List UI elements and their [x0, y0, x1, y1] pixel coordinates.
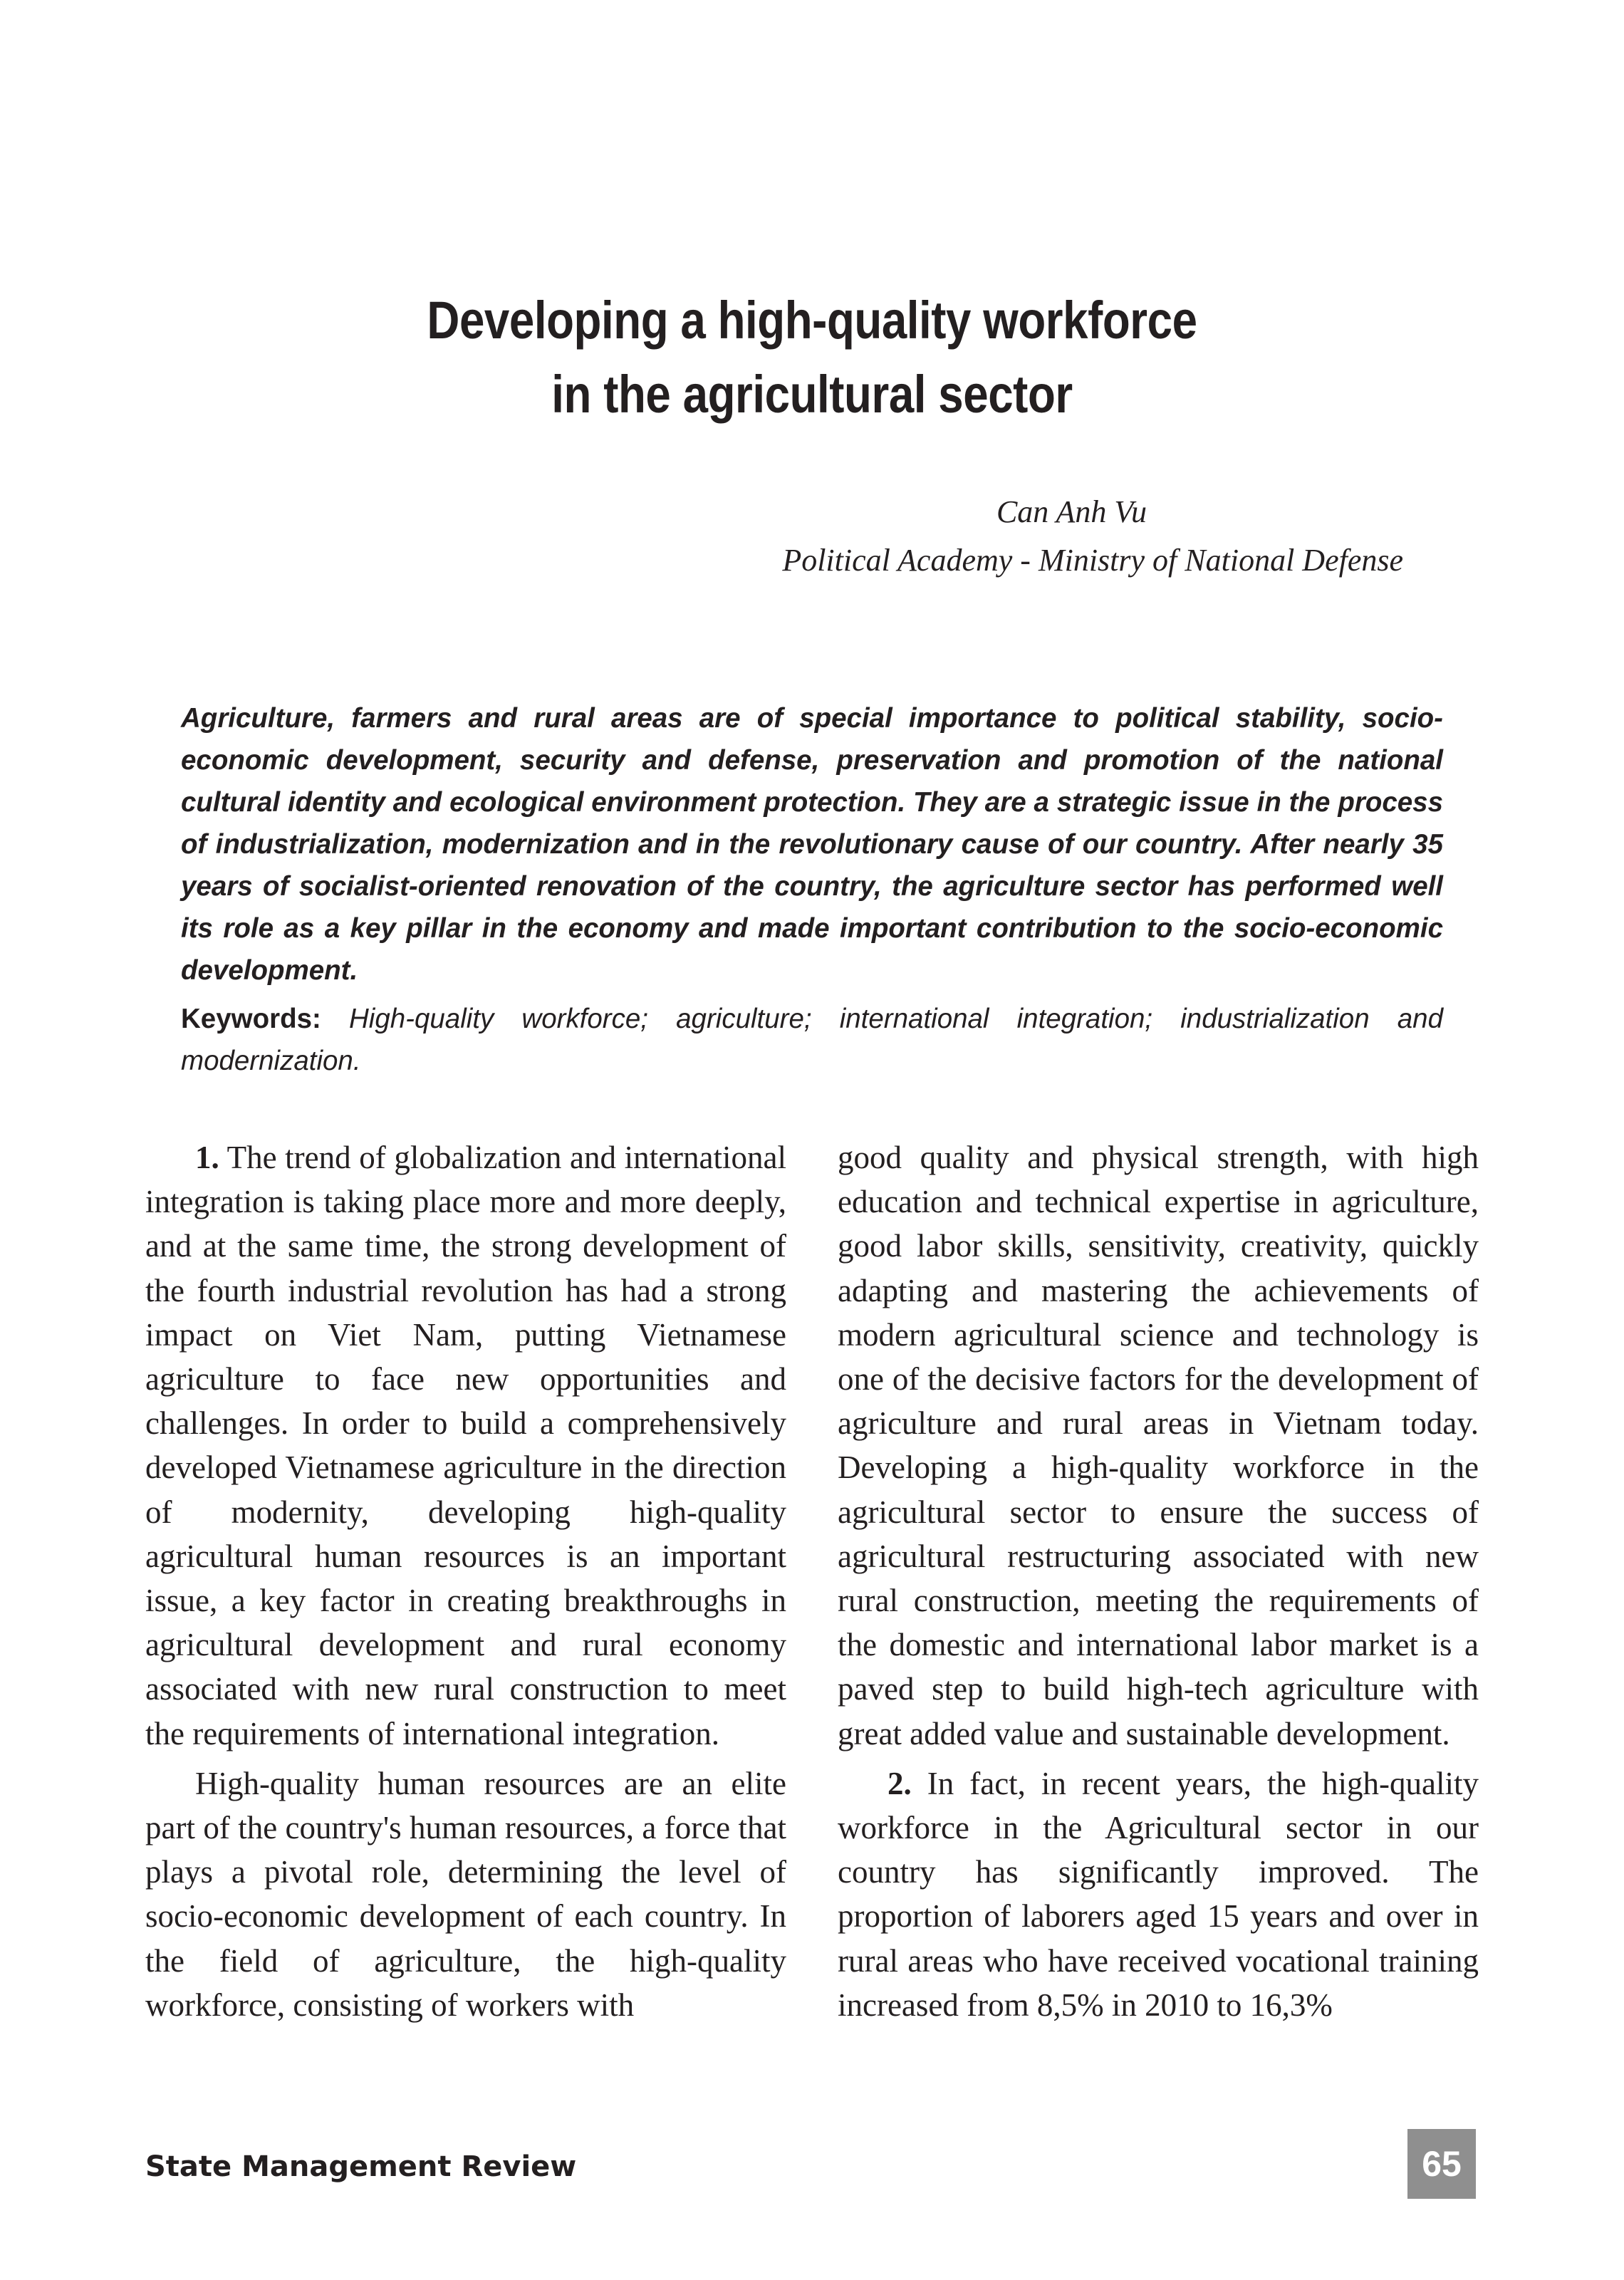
- page-number-badge: 65: [1407, 2129, 1476, 2199]
- keywords-text: High-quality workforce; agriculture; international integration; industrialization and modernization.: [181, 1004, 1443, 1076]
- title-line-1: Developing a high-quality workforce: [427, 291, 1197, 350]
- title-line-2: in the agricultural sector: [551, 365, 1073, 424]
- section-number-1: 1.: [195, 1140, 219, 1175]
- keywords-label: Keywords: [181, 1004, 313, 1034]
- paragraph-4: [838, 1761, 1479, 2027]
- author-block: [782, 488, 1403, 585]
- keywords: [181, 998, 1443, 1082]
- paragraph-1-text: The trend of globalization and international integration is taking place more and more deeply, and at the same time, the strong development of the fourth industrial revolution has had a strong impact on Viet Nam, putting Vietnamese agriculture to face new opportunities and challenges. In order to build a comprehensively developed Vietnamese agriculture in the direction of modernity, developing high-quality agricultural human resources is an important issue, a key factor in creating breakthroughs in agricultural development and rural economy associated with new rural construction to meet the requirements of international integration.: [145, 1140, 786, 1751]
- paragraph-4-text: In fact, in recent years, the high-quality workforce in the Agricultural sector in our country has significantly improved. The proportion of laborers aged 15 years and over in rural areas who have received vocational training increased from 8,5% in 2010 to 16,3%: [838, 1765, 1479, 2023]
- article-title: [114, 283, 1511, 432]
- author-affiliation: Political Academy - Ministry of National Defense: [782, 543, 1403, 578]
- keywords-colon: :: [312, 1004, 349, 1034]
- paragraph-2: High-quality human resources are an elite part of the country's human resources, a force that plays a pivotal role, determining the level of socio-economic development of each country. In the field of agriculture, the high-quality workforce, consisting of workers with: [145, 1765, 786, 2023]
- abstract: Agriculture, farmers and rural areas are of special importance to political stability, socio-economic development, security and defense, preservation and promotion of the national cultural identity and ecological environment protection. They are a strategic issue in the process of industrialization, modernization and in the revolutionary cause of our country. After nearly 35 years of socialist-oriented renovation of the country, the agriculture sector has performed well its role as a key pillar in the economy and made important contribution to the socio-economic development.: [181, 703, 1443, 986]
- section-number-2: 2.: [888, 1765, 912, 1801]
- body-column-right: [838, 1135, 1479, 2027]
- journal-name: State Management Review: [145, 2150, 577, 2183]
- paragraph-1: [145, 1135, 786, 1756]
- paragraph-3: good quality and physical strength, with high education and technical expertise in agriculture, good labor skills, sensitivity, creativity, quickly adapting and mastering the achievements of modern agricultural science and technology is one of the decisive factors for the development of agriculture and rural areas in Vietnam today. Developing a high-quality workforce in the agricultural sector to ensure the success of agricultural restructuring associated with new rural construction, meeting the requirements of the domestic and international labor market is a paved step to build high-tech agriculture with great added value and sustainable development.: [838, 1140, 1479, 1751]
- body-column-left: [145, 1135, 786, 2027]
- author-name: Can Anh Vu: [996, 494, 1147, 529]
